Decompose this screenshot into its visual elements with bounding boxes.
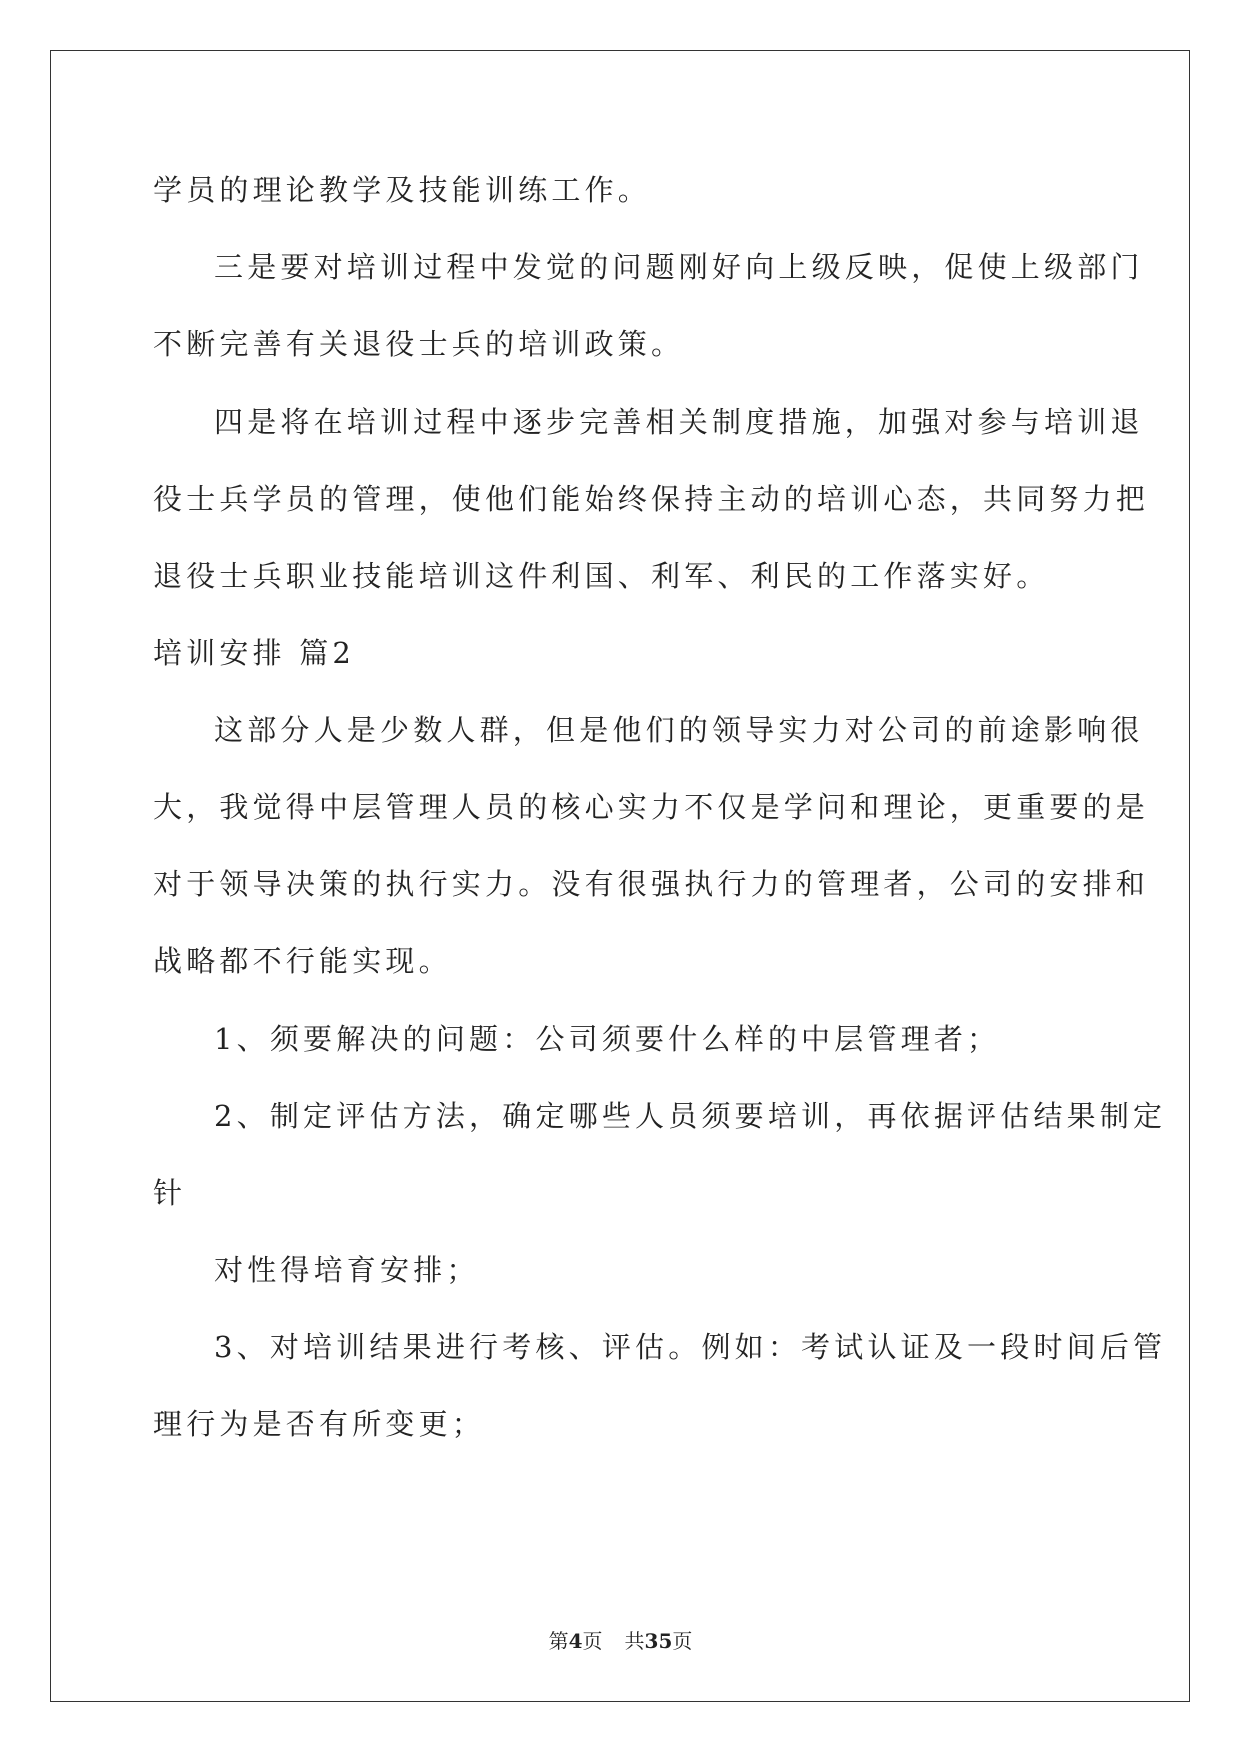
total-suffix: 页 — [672, 1629, 693, 1653]
text-line: 理行为是否有所变更； — [153, 1407, 486, 1441]
total-prefix: 共 — [624, 1629, 645, 1653]
total-pages: 35 — [644, 1629, 673, 1653]
text-line: 针 — [153, 1176, 187, 1210]
page-suffix: 页 — [582, 1629, 603, 1653]
page-number: 4 — [568, 1629, 583, 1653]
paragraph-text: 三是要对培训过程中发觉的问题刚好向上级反映，促使上级部门 — [214, 250, 1144, 284]
text-line: 战略都不行能实现。 — [153, 944, 452, 978]
list-item: 2、制定评估方法，确定哪些人员须要培训，再依据评估结果制定 — [214, 1099, 1167, 1133]
list-item: 1、须要解决的问题：公司须要什么样的中层管理者； — [214, 1022, 1001, 1056]
paragraph-text: 这部分人是少数人群，但是他们的领导实力对公司的前途影响很 — [214, 713, 1144, 747]
text-line: 役士兵学员的管理，使他们能始终保持主动的培训心态，共同努力把 — [153, 482, 1150, 516]
list-item: 3、对培训结果进行考核、评估。例如：考试认证及一段时间后管 — [214, 1330, 1167, 1364]
text-line: 大，我觉得中层管理人员的核心实力不仅是学问和理论，更重要的是 — [153, 790, 1150, 824]
text-line: 退役士兵职业技能培训这件利国、利军、利民的工作落实好。 — [153, 559, 1050, 593]
text-line: 对于领导决策的执行实力。没有很强执行力的管理者，公司的安排和 — [153, 867, 1150, 901]
page-footer — [0, 1627, 1241, 1655]
section-heading: 培训安排 篇2 — [153, 636, 356, 670]
text-line: 不断完善有关退役士兵的培训政策。 — [153, 327, 685, 361]
page-prefix: 第 — [548, 1629, 569, 1653]
paragraph-text: 四是将在培训过程中逐步完善相关制度措施，加强对参与培训退 — [214, 405, 1144, 439]
paragraph-text: 对性得培育安排； — [214, 1253, 480, 1287]
text-line: 学员的理论教学及技能训练工作。 — [153, 173, 652, 207]
